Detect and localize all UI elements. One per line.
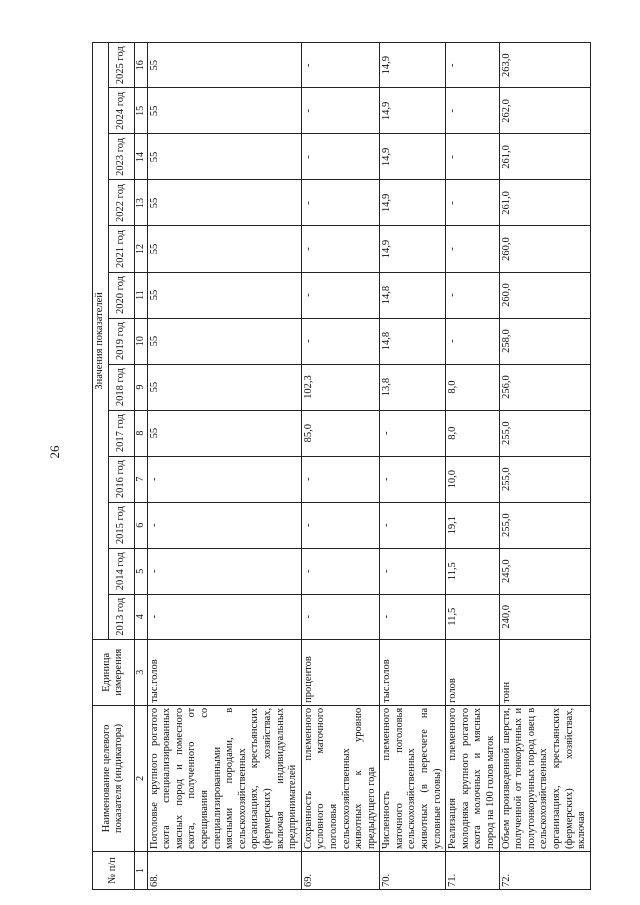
year-header: 2021 год — [108, 226, 134, 272]
value-cell: 14,9 — [380, 226, 446, 272]
value-cell: 260,0 — [499, 272, 590, 318]
value-cell: - — [446, 43, 499, 88]
column-number: 13 — [134, 180, 147, 226]
unit-cell: тыс.голов — [380, 639, 446, 705]
column-number: 10 — [134, 318, 147, 364]
year-header: 2013 год — [108, 594, 134, 639]
value-cell: - — [301, 88, 380, 134]
row-number: 70. — [380, 851, 446, 889]
value-cell: 14,9 — [380, 43, 446, 88]
value-cell: 85,0 — [301, 410, 380, 456]
value-cell: - — [446, 318, 499, 364]
table-row — [446, 43, 499, 890]
year-header: 2022 год — [108, 180, 134, 226]
value-cell: 14,9 — [380, 88, 446, 134]
value-cell: 55 — [147, 364, 301, 410]
value-cell: 14,9 — [380, 180, 446, 226]
page-number: 26 — [47, 445, 62, 459]
table-row — [380, 43, 446, 890]
unit-cell: голов — [446, 639, 499, 705]
column-number: 15 — [134, 88, 147, 134]
value-cell: 14,9 — [380, 134, 446, 180]
value-cell: 261,0 — [499, 134, 590, 180]
row-number: 69. — [301, 851, 380, 889]
value-cell: 245,0 — [499, 548, 590, 594]
value-cell: 55 — [147, 134, 301, 180]
value-cell: 55 — [147, 43, 301, 88]
value-cell: - — [147, 502, 301, 548]
column-number: 6 — [134, 502, 147, 548]
indicator-name: Численность племенного маточного поголовья сельскохозяйственных животных (в пересчете на условные головы) — [380, 705, 446, 851]
value-cell: 260,0 — [499, 226, 590, 272]
column-number: 16 — [134, 43, 147, 88]
table-body — [147, 43, 590, 890]
column-number: 8 — [134, 410, 147, 456]
indicator-name: Поголовье крупного рогатого скота специализированных мясных пород и помесного скота, полученного от скрещивания со специализированными мясными породами, в сельскохозяйственных организациях, крестьянских (фермерских) хозяйствах, включая индивидуальных предпринимателей — [147, 705, 301, 851]
rotated-table-container — [92, 42, 592, 890]
column-number: 3 — [134, 639, 147, 705]
value-cell: - — [446, 134, 499, 180]
unit-cell: тыс.голов — [147, 639, 301, 705]
value-cell: - — [380, 594, 446, 639]
row-number: 71. — [446, 851, 499, 889]
value-cell: - — [446, 226, 499, 272]
col-header-unit: Единица измерения — [93, 639, 135, 705]
indicator-name: Объем произведенной шерсти, полученной от тонкорунных и полутонкорунных пород овец в сельскохозяйственных организациях, крестьянских (фермерских) хозяйствах, включая — [499, 705, 590, 851]
column-number: 1 — [134, 851, 147, 889]
value-cell: - — [446, 88, 499, 134]
column-number: 12 — [134, 226, 147, 272]
value-cell: 258,0 — [499, 318, 590, 364]
col-header-no: № п/п — [93, 851, 135, 889]
value-cell: - — [301, 502, 380, 548]
value-cell: 102,3 — [301, 364, 380, 410]
column-number-row — [134, 43, 147, 890]
value-cell: 8,0 — [446, 410, 499, 456]
table-row — [301, 43, 380, 890]
row-number: 68. — [147, 851, 301, 889]
value-cell: 19,1 — [446, 502, 499, 548]
value-cell: - — [301, 456, 380, 502]
value-cell: 262,0 — [499, 88, 590, 134]
year-header: 2023 год — [108, 134, 134, 180]
value-cell: 11,5 — [446, 594, 499, 639]
year-header: 2019 год — [108, 318, 134, 364]
value-cell: 14,8 — [380, 272, 446, 318]
value-cell: - — [147, 548, 301, 594]
unit-cell: тонн — [499, 639, 590, 705]
year-header: 2017 год — [108, 410, 134, 456]
value-cell: 11,5 — [446, 548, 499, 594]
value-cell: 263,0 — [499, 43, 590, 88]
column-number: 11 — [134, 272, 147, 318]
value-cell: 255,0 — [499, 456, 590, 502]
value-cell: - — [380, 456, 446, 502]
column-number: 2 — [134, 705, 147, 851]
value-cell: - — [380, 410, 446, 456]
table-header — [93, 43, 148, 890]
table-row — [147, 43, 301, 890]
value-cell: 55 — [147, 272, 301, 318]
year-header: 2016 год — [108, 456, 134, 502]
values-group-header: Значения показателей — [93, 43, 109, 640]
indicators-table — [92, 42, 591, 890]
value-cell: 10,0 — [446, 456, 499, 502]
value-cell: - — [446, 180, 499, 226]
row-number: 72. — [499, 851, 590, 889]
value-cell: 55 — [147, 180, 301, 226]
value-cell: 55 — [147, 226, 301, 272]
value-cell: 14,8 — [380, 318, 446, 364]
value-cell: - — [301, 318, 380, 364]
indicator-name: Сохранность племенного условного маточного поголовья сельскохозяйственных животных к уровню предыдущего года — [301, 705, 380, 851]
value-cell: 255,0 — [499, 410, 590, 456]
column-number: 9 — [134, 364, 147, 410]
value-cell: 8,0 — [446, 364, 499, 410]
table-row — [499, 43, 590, 890]
column-number: 4 — [134, 594, 147, 639]
indicator-name: Реализация племенного молодняка крупного рогатого скота молочных и мясных пород на 100 голов маток — [446, 705, 499, 851]
year-header: 2025 год — [108, 43, 134, 88]
column-number: 5 — [134, 548, 147, 594]
value-cell: - — [380, 548, 446, 594]
value-cell: 240,0 — [499, 594, 590, 639]
year-header: 2020 год — [108, 272, 134, 318]
value-cell: - — [301, 226, 380, 272]
value-cell: - — [147, 594, 301, 639]
value-cell: - — [301, 134, 380, 180]
column-number: 7 — [134, 456, 147, 502]
column-number: 14 — [134, 134, 147, 180]
unit-cell: процентов — [301, 639, 380, 705]
value-cell: - — [147, 456, 301, 502]
year-header: 2018 год — [108, 364, 134, 410]
value-cell: 261,0 — [499, 180, 590, 226]
value-cell: - — [301, 272, 380, 318]
value-cell: 255,0 — [499, 502, 590, 548]
value-cell: - — [301, 180, 380, 226]
value-cell: - — [446, 272, 499, 318]
value-cell: 55 — [147, 318, 301, 364]
value-cell: 55 — [147, 410, 301, 456]
value-cell: - — [301, 594, 380, 639]
year-header: 2015 год — [108, 502, 134, 548]
value-cell: - — [301, 43, 380, 88]
value-cell: - — [301, 548, 380, 594]
year-header: 2014 год — [108, 548, 134, 594]
col-header-name: Наименование целевого показателя (индикатора) — [93, 705, 135, 851]
year-header: 2024 год — [108, 88, 134, 134]
value-cell: - — [380, 502, 446, 548]
value-cell: 256,0 — [499, 364, 590, 410]
value-cell: 55 — [147, 88, 301, 134]
value-cell: 13,8 — [380, 364, 446, 410]
